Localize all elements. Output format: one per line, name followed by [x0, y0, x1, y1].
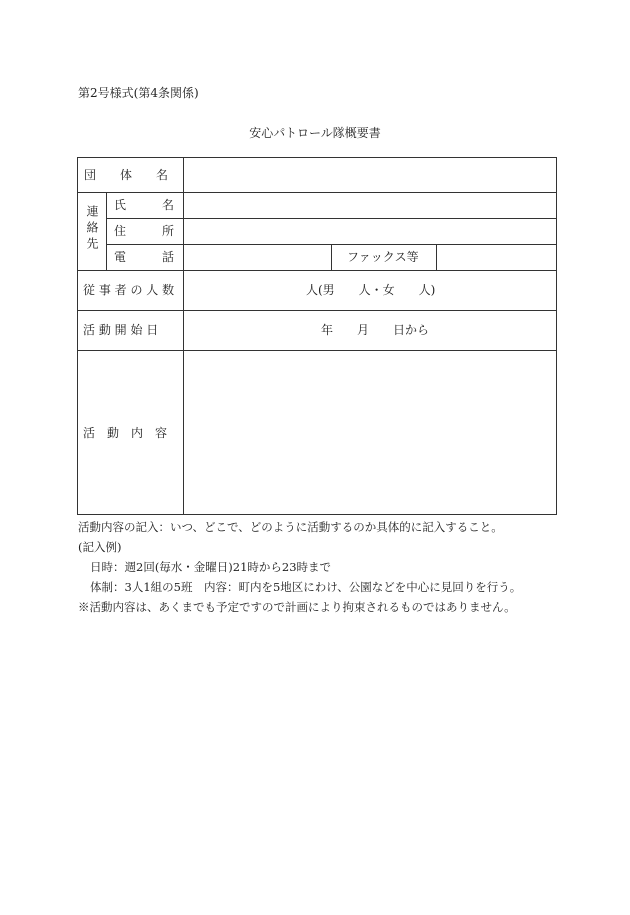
address-label: 住 所 — [114, 224, 175, 238]
address-field[interactable] — [188, 222, 552, 242]
example-heading: (記入例) — [78, 540, 122, 554]
workers-value: 人(男 人・女 人) — [306, 283, 436, 297]
row-divider — [106, 218, 556, 219]
group-name-label: 団 体 名 — [84, 168, 169, 182]
row-divider — [78, 270, 556, 271]
instructions — [78, 517, 521, 617]
name-label: 氏 名 — [114, 198, 175, 212]
row-divider — [78, 310, 556, 311]
phone-label: 電 話 — [114, 250, 175, 264]
column-divider — [106, 192, 107, 270]
group-name-field[interactable] — [188, 162, 552, 188]
column-divider — [331, 244, 332, 270]
start-date-label: 活 動 開 始 日 — [83, 323, 159, 337]
overview-form-table — [77, 157, 557, 515]
example-line: 日時：週2回(毎水・金曜日)21時から23時まで — [90, 560, 332, 574]
fax-field[interactable] — [441, 248, 553, 268]
phone-field[interactable] — [188, 248, 328, 268]
disclaimer-line: ※活動内容は、あくまでも予定ですので計画により拘束されるものではありません。 — [78, 600, 516, 614]
activity-label: 活 動 内 容 — [83, 426, 168, 440]
column-divider — [436, 244, 437, 270]
column-divider — [183, 158, 184, 514]
row-divider — [78, 192, 556, 193]
name-field[interactable] — [188, 196, 552, 216]
workers-label: 従 事 者 の 人 数 — [83, 283, 175, 297]
instruction-line: 活動内容の記入：いつ、どこで、どのように活動するのか具体的に記入すること。 — [78, 520, 503, 534]
start-date-value: 年 月 日から — [321, 323, 430, 337]
example-line: 体制：3人1組の5班 内容：町内を5地区にわけ、公園などを中心に見回りを行う。 — [90, 580, 522, 594]
activity-field[interactable] — [188, 355, 552, 509]
row-divider — [78, 350, 556, 351]
form-number: 第2号様式(第4条関係) — [78, 86, 199, 100]
document-title: 安心パトロール隊概要書 — [249, 126, 381, 140]
contact-label: 連絡先 — [85, 205, 99, 253]
fax-label: ファックス等 — [347, 250, 419, 264]
